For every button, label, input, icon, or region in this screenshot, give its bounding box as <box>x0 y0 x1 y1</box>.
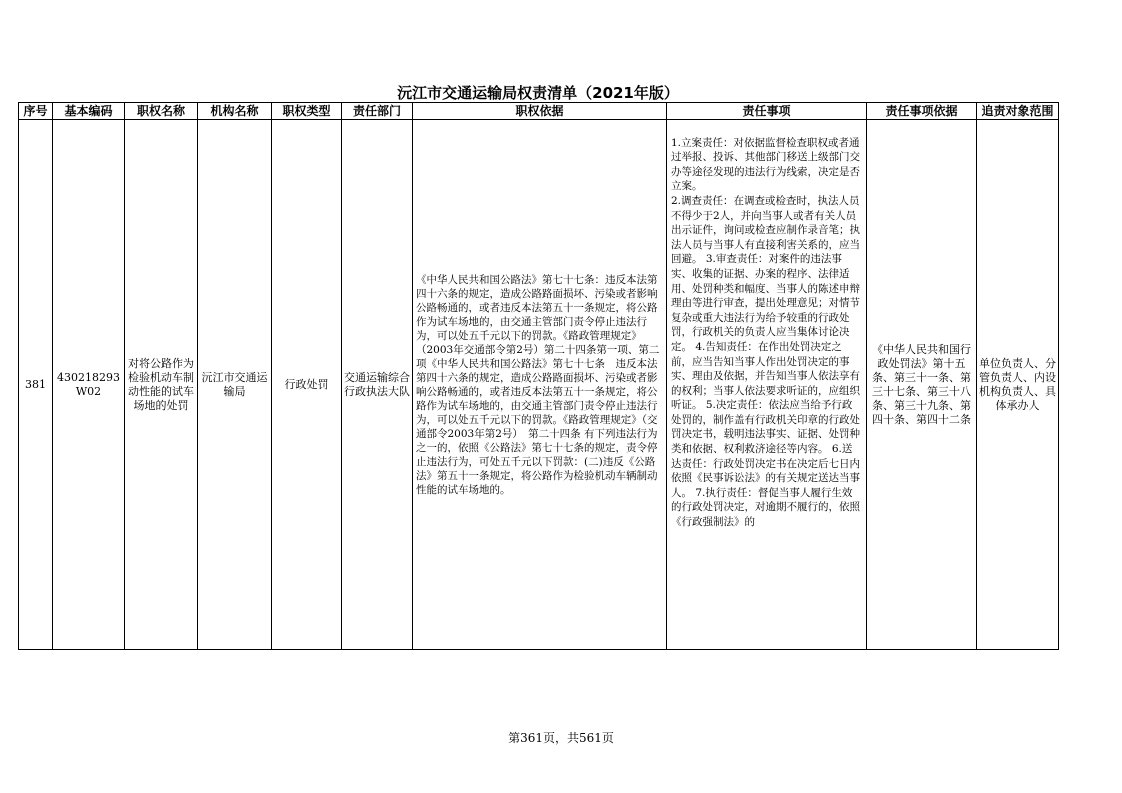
cell-department: 交通运输综合行政执法大队 <box>342 120 413 650</box>
header-department: 责任部门 <box>342 103 413 120</box>
header-power-type: 职权类型 <box>272 103 342 120</box>
cell-power-type: 行政处罚 <box>272 120 342 650</box>
cell-accountability: 单位负责人、分管负责人、内设机构负责人、具体承办人 <box>977 120 1059 650</box>
cell-duties <box>667 120 867 650</box>
table-header-row <box>19 103 1059 120</box>
header-duties: 责任事项 <box>667 103 867 120</box>
cell-power-name: 对将公路作为检验机动车制动性能的试车场地的处罚 <box>125 120 198 650</box>
header-org-name: 机构名称 <box>198 103 272 120</box>
cell-org-name: 沅江市交通运输局 <box>198 120 272 650</box>
header-power-name: 职权名称 <box>125 103 198 120</box>
document-title: 沅江市交通运输局权责清单（2021年版） <box>397 84 679 102</box>
header-code: 基本编码 <box>53 103 125 120</box>
cell-basis: 《中华人民共和国公路法》第七十七条：违反本法第四十六条的规定，造成公路路面损坏、污染或者影响公路畅通的，或者违反本法第五十一条规定，将公路作为试车场地的，由交通主管部门责令停止违法行为，可以处五千元以下的罚款。《路政管理规定》（2003年交通部令第2号）第二十四条第一项、第二项《中华人民共和国公路法》第七十七条 违反本法第四十六条的规定，造成公路路面损坏、污染或者影响公路畅通的，或者违反本法第五十一条规定，将公路作为试车场地的，由交通主管部门责令停止违法行为，可以处五千元以下的罚款。《路政管理规定》（交通部令2003年第2号） 第二十四条 有下列违法行为之一的，依照《公路法》第七十七条的规定，责令停止违法行为，可处五千元以下罚款：(二)违反《公路法》第五十一条规定，将公路作为检验机动车辆制动性能的试车场地的。 <box>413 120 667 650</box>
header-index: 序号 <box>19 103 53 120</box>
table-row <box>19 120 1059 650</box>
page-number: 第361页，共561页 <box>508 731 614 745</box>
duties-text: 1.立案责任：对依据监督检查职权或者通过举报、投诉、其他部门移送上级部门交办等途径发现的违法行为线索，决定是否立案。 2.调查责任：在调查或检查时，执法人员不得少于2人，并向当事人或者有关人员出示证件，询问或检查应制作录音笔；执法人员与当事人有直接利害关系的，应当回避。 3.审查责任：对案件的违法事实、收集的证据、办案的程序、法律适用、处罚种类和幅度、当事人的陈述申辩理由等进行审查，提出处理意见；对情节复杂或重大违法行为给予较重的行政处罚，行政机关的负责人应当集体讨论决定。 4.告知责任：在作出处罚决定之前，应当告知当事人作出处罚决定的事实、理由及依据，并告知当事人依法享有的权利；当事人依法要求听证的，应组织听证。 5.决定责任：依法应当给予行政处罚的，制作盖有行政机关印章的行政处罚决定书，载明违法事实、证据、处罚种类和依据、权利救济途径等内容。 6.送达责任：行政处罚决定书在决定后七日内依照《民事诉讼法》的有关规定送达当事人。 7.执行责任：督促当事人履行生效的行政处罚决定，对逾期不履行的，依照《行政强制法》的 <box>671 136 860 529</box>
power-list-table <box>18 102 1059 650</box>
header-basis: 职权依据 <box>413 103 667 120</box>
header-duty-basis: 责任事项依据 <box>867 103 977 120</box>
cell-index: 381 <box>19 120 53 650</box>
cell-code: 430218293W02 <box>53 120 125 650</box>
cell-duty-basis: 《中华人民共和国行政处罚法》第十五条、第三十一条、第三十七条、第三十八条、第三十九条、第四十条、第四十二条 <box>867 120 977 650</box>
header-accountability: 追责对象范围 <box>977 103 1059 120</box>
